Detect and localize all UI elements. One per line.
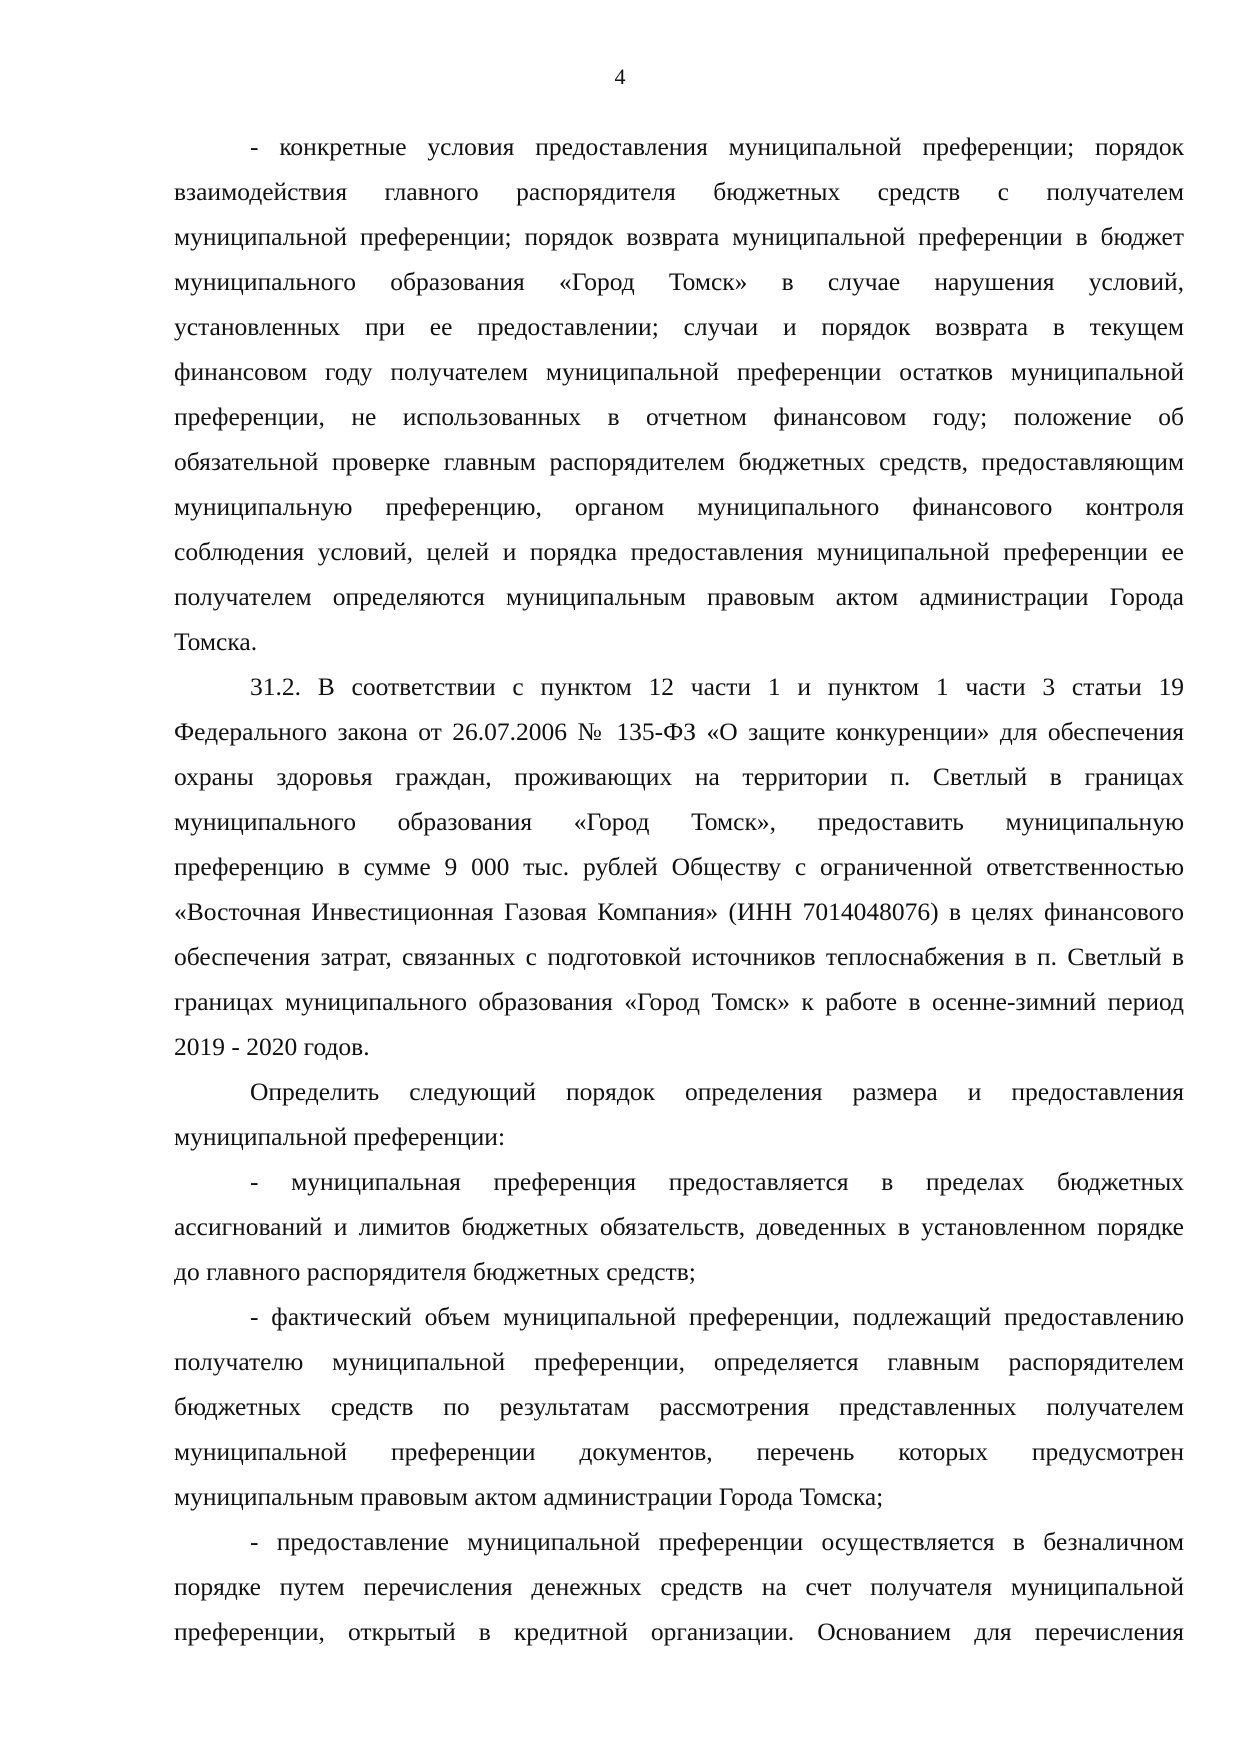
text-line: муниципальную преференцию, органом муниципального финансового контроля — [174, 492, 1184, 521]
text-line: взаимодействия главного распорядителя бюджетных средств с получателем — [174, 177, 1184, 206]
paragraph — [174, 664, 1184, 1069]
text-line: муниципального образования «Город Томск» в случае нарушения условий, — [174, 267, 1184, 296]
text-line: обязательной проверке главным распорядителем бюджетных средств, предоставляющим — [174, 447, 1184, 476]
text-line: установленных при ее предоставлении; случаи и порядок возврата в текущем — [174, 312, 1184, 341]
text-line: 31.2. В соответствии с пунктом 12 части 1 и пунктом 1 части 3 статьи 19 — [250, 672, 1184, 701]
text-line: Томска. — [174, 627, 258, 656]
text-line: - муниципальная преференция предоставляется в пределах бюджетных — [250, 1167, 1184, 1196]
page-number: 4 — [614, 64, 626, 89]
paragraph — [174, 1294, 1184, 1519]
text-line: 2019 - 2020 годов. — [174, 1032, 370, 1061]
text-line: до главного распорядителя бюджетных средств; — [174, 1257, 696, 1286]
document-body — [174, 124, 1184, 1654]
text-line: получателем определяются муниципальным правовым актом администрации Города — [174, 582, 1184, 611]
text-line: границах муниципального образования «Город Томск» к работе в осенне-зимний период — [174, 987, 1184, 1016]
text-line: преференции, не использованных в отчетном финансовом году; положение об — [174, 402, 1184, 431]
text-line: - предоставление муниципальной преференции осуществляется в безналичном — [250, 1527, 1184, 1556]
text-line: Определить следующий порядок определения размера и предоставления — [250, 1077, 1184, 1106]
text-line: порядке путем перечисления денежных средств на счет получателя муниципальной — [174, 1572, 1184, 1601]
paragraph — [174, 1159, 1184, 1294]
text-line: финансовом году получателем муниципальной преференции остатков муниципальной — [174, 357, 1184, 386]
text-line: соблюдения условий, целей и порядка предоставления муниципальной преференции ее — [174, 537, 1184, 566]
paragraph — [174, 124, 1184, 664]
text-line: охраны здоровья граждан, проживающих на территории п. Светлый в границах — [174, 762, 1184, 791]
text-line: - конкретные условия предоставления муниципальной преференции; порядок — [250, 132, 1184, 161]
text-line: муниципального образования «Город Томск», предоставить муниципальную — [174, 807, 1184, 836]
paragraph — [174, 1069, 1184, 1159]
text-line: «Восточная Инвестиционная Газовая Компания» (ИНН 7014048076) в целях финансового — [174, 897, 1184, 926]
text-line: обеспечения затрат, связанных с подготовкой источников теплоснабжения в п. Светлый в — [174, 942, 1184, 971]
text-line: получателю муниципальной преференции, определяется главным распорядителем — [174, 1347, 1184, 1376]
text-line: - фактический объем муниципальной преференции, подлежащий предоставлению — [250, 1302, 1184, 1331]
text-line: муниципальным правовым актом администрации Города Томска; — [174, 1482, 884, 1511]
text-line: муниципальной преференции: — [174, 1122, 506, 1151]
text-line: преференцию в сумме 9 000 тыс. рублей Обществу с ограниченной ответственностью — [174, 852, 1184, 881]
text-line: Федерального закона от 26.07.2006 № 135-ФЗ «О защите конкуренции» для обеспечения — [174, 717, 1184, 746]
text-line: ассигнований и лимитов бюджетных обязательств, доведенных в установленном порядке — [174, 1212, 1184, 1241]
text-line: муниципальной преференции документов, перечень которых предусмотрен — [174, 1437, 1184, 1466]
text-line: муниципальной преференции; порядок возврата муниципальной преференции в бюджет — [174, 222, 1184, 251]
text-line: бюджетных средств по результатам рассмотрения представленных получателем — [174, 1392, 1184, 1421]
text-line: преференции, открытый в кредитной организации. Основанием для перечисления — [174, 1617, 1184, 1646]
paragraph — [174, 1519, 1184, 1654]
